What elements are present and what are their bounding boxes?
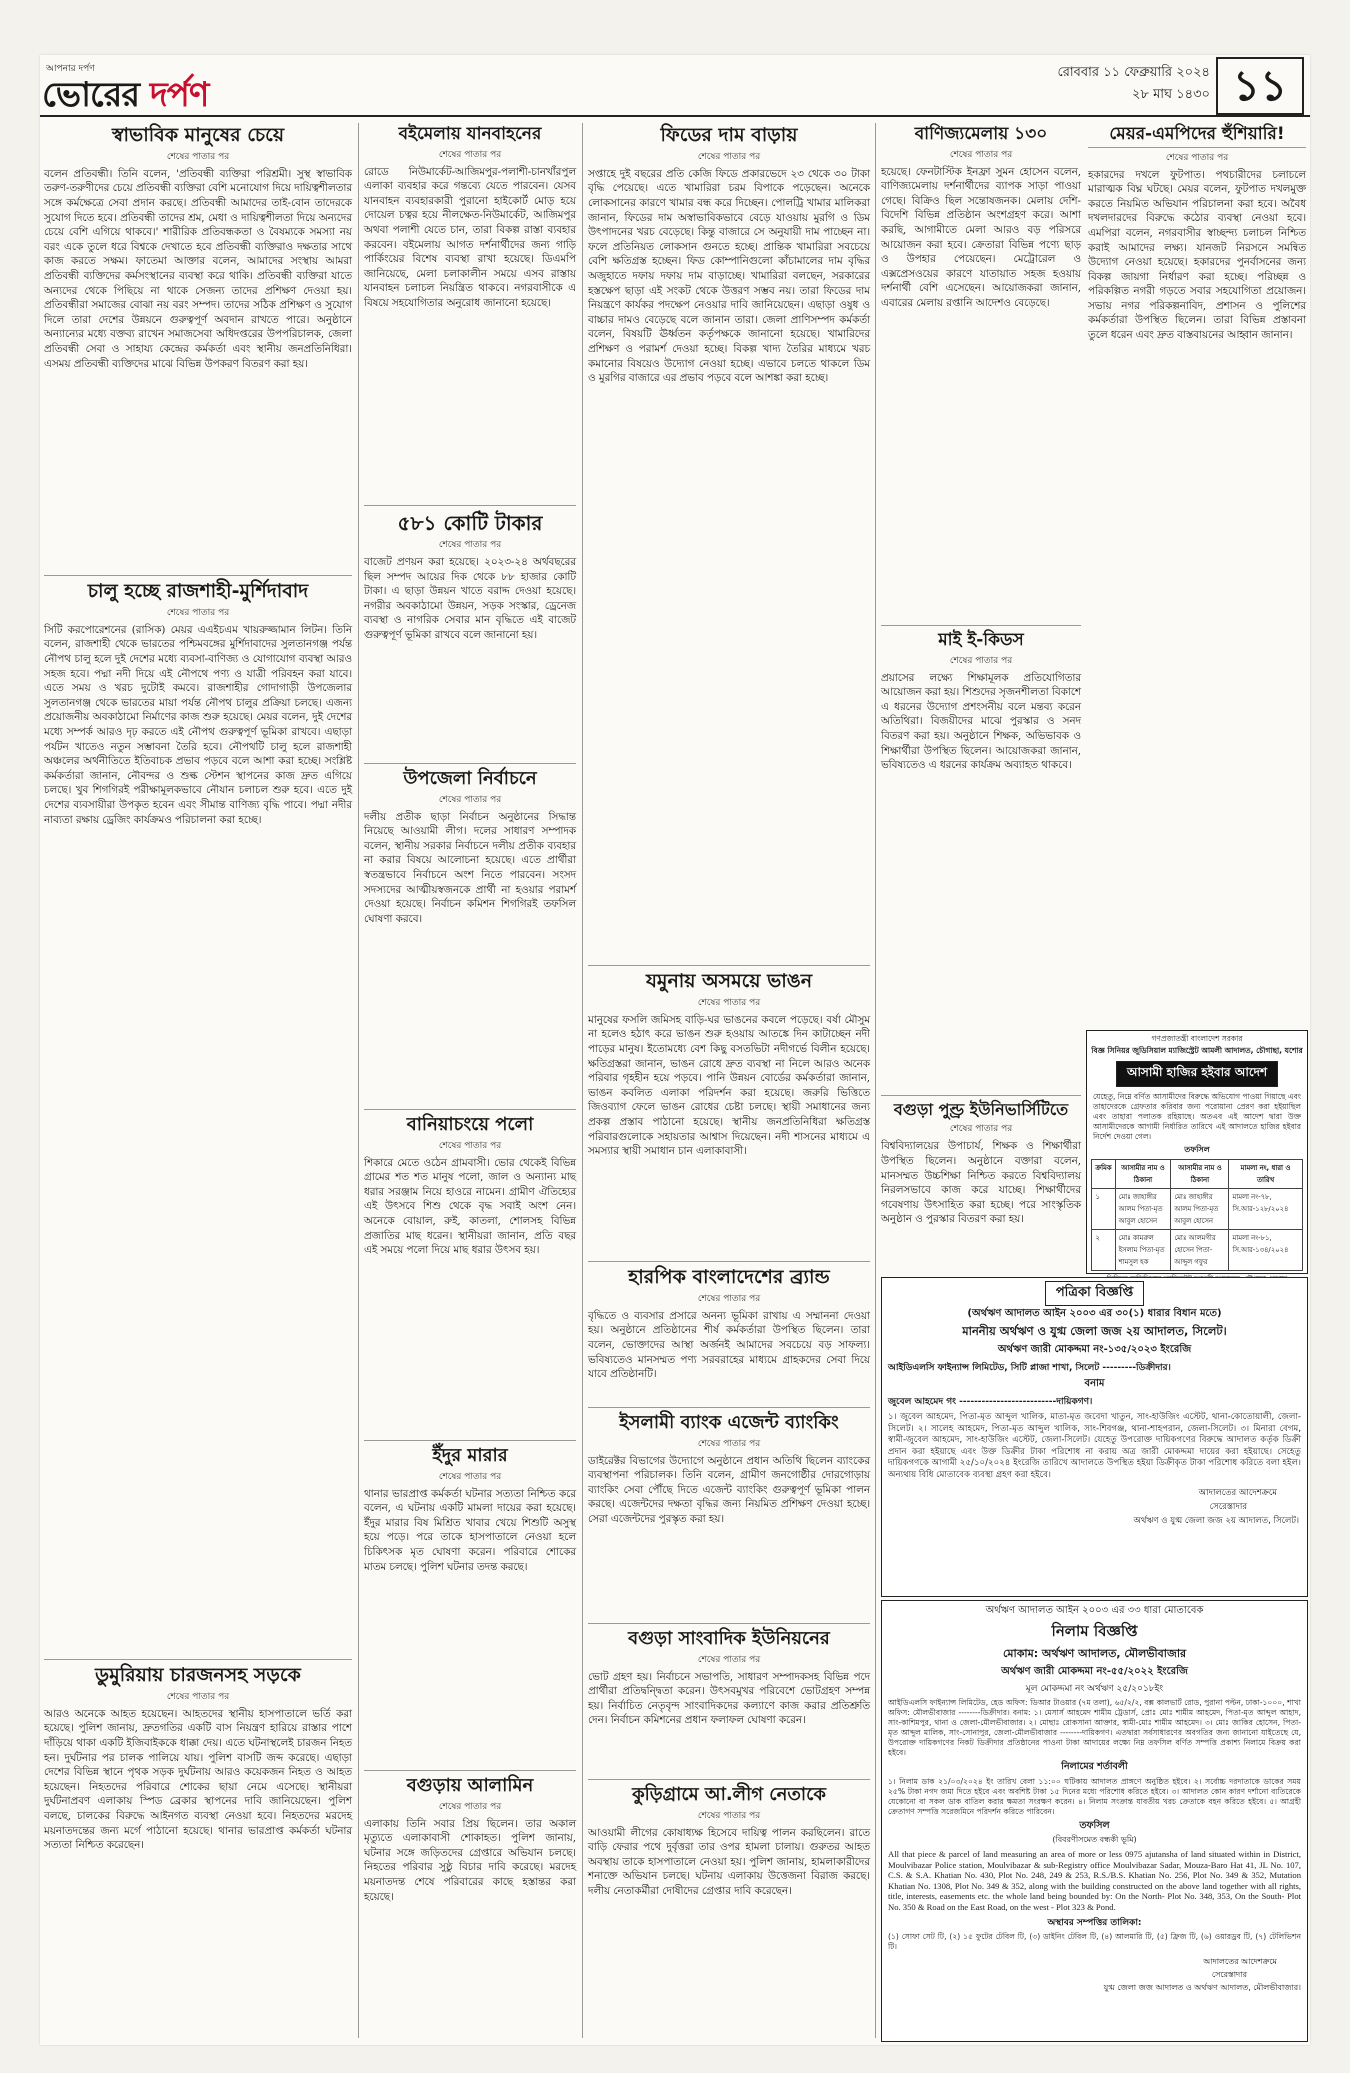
article-headline: বইমেলায় যানবাহনের <box>398 124 542 144</box>
article-body: সিটি করপোরেশনের (রাসিক) মেয়র এএইচএম খায়রুজ্জামান লিটন। তিনি বলেন, রাজশাহী থেকে ভারতের পশ্চিমবঙ্গের মুর্শিদাবাদের সুলতানগঞ্জ পর্যন্ত নৌপথ চালু হলে দুই দেশের মধ্যে ব্যবসা-বাণিজ্য ও যোগাযোগ ব্যবস্থা আরও সহজ হবে। পদ্মা নদী দিয়ে এই নৌপথে পণ্য ও যাত্রী পরিবহন করা যাবে। এতে সময় ও খরচ দুটোই কমবে। রাজশাহীর গোদাগাড়ী উপজেলার সুলতানগঞ্জ থেকে ভারতের মায়া পর্যন্ত নৌপথ চালুর প্রক্রিয়া চলছে। এজন্য প্রয়োজনীয় অবকাঠামো নির্মাণের কাজ শুরু হয়েছে। মেয়র বলেন, দুই দেশের মধ্যে সম্পর্ক আরও দৃঢ় করতে এই নৌপথ গুরুত্বপূর্ণ ভূমিকা রাখবে। এছাড়া পর্যটন খাতেও নতুন সম্ভাবনা তৈরি হবে। নৌপথটি চালু হলে রাজশাহী অঞ্চলের অর্থনীতিতে ইতিবাচক প্রভাব পড়বে বলে আশা করা হচ্ছে। সংশ্লিষ্ট কর্মকর্তারা জানান, নৌবন্দর ও শুল্ক স্টেশন স্থাপনের কাজ দ্রুত এগিয়ে চলছে। খুব শিগগিরই পরীক্ষামূলকভাবে নৌযান চলাচল শুরু হবে। এতে দুই দেশের ব্যবসায়ীরা উপকৃত হবেন এবং সীমান্ত বাণিজ্য বৃদ্ধি পাবে। পদ্মা নদীর নাব্যতা রক্ষায় ড্রেজিং কার্যক্রমও পরিচালনা করা হচ্ছে। <box>44 623 352 826</box>
article-jump: শেষের পাতার পর <box>949 149 1013 160</box>
article-headline: হারপিক বাংলাদেশের ব্র্যান্ড <box>628 1266 830 1288</box>
article-body: রোডে নিউমার্কেট-আজিমপুর-পলাশী-চানখাঁরপুল এলাকা ব্যবহার করে গন্তব্যে যেতে পারবেন। যেসব যানবাহন ব্যবহারকারী পুরানো হাইকোর্ট মোড় হয়ে দোয়েল চত্বর হয়ে নীলক্ষেত-নিউমার্কেট, আজিমপুর অথবা পলাশী যেতে চান, তারা বিকল্প রাস্তা ব্যবহার করবেন। বইমেলায় আগত দর্শনার্থীদের জন্য গাড়ি পার্কিংয়ের বিশেষ ব্যবস্থা রাখা হয়েছে। ডিএমপি জানিয়েছে, মেলা চলাকালীন সময়ে এসব রাস্তায় যানবাহন চলাচল নিয়ন্ত্রিত থাকবে। নগরবাসীকে এ বিষয়ে সহযোগিতার অনুরোধ জানানো হয়েছে। <box>364 165 576 309</box>
article-jump: শেষের পাতার পর <box>438 1801 502 1812</box>
article-body: ডাইরেক্টর বিভাগের উদ্যোগে অনুষ্ঠানে প্রধান অতিথি ছিলেন ব্যাংকের ব্যবস্থাপনা পরিচালক। তিনি বলেন, গ্রামীণ জনগোষ্ঠীর দোরগোড়ায় ব্যাংকিং সেবা পৌঁছে দিতে এজেন্ট ব্যাংকিং গুরুত্বপূর্ণ ভূমিকা পালন করছে। এজেন্টদের দক্ষতা বৃদ্ধির জন্য নিয়মিত প্রশিক্ষণ দেওয়া হচ্ছে। সেরা এজেন্টদের পুরস্কৃত করা হয়। <box>588 1454 870 1526</box>
article-headline: মাই ই-কিডস <box>938 630 1024 650</box>
article-body: আরও অনেকে আহত হয়েছেন। আহতদের স্থানীয় হাসপাতালে ভর্তি করা হয়েছে। পুলিশ জানায়, দ্রুতগতির একটি বাস নিয়ন্ত্রণ হারিয়ে রাস্তার পাশে দাঁড়িয়ে থাকা একটি ইজিবাইককে ধাক্কা দেয়। এতে ঘটনাস্থলেই চারজন নিহত হন। দুর্ঘটনার পর চালক পালিয়ে যায়। পুলিশ বাসটি জব্দ করেছে। এছাড়া দেশের বিভিন্ন স্থানে পৃথক সড়ক দুর্ঘটনায় আরও কয়েকজন নিহত ও আহত হয়েছেন। নিহতদের পরিবারে শোকের ছায়া নেমে এসেছে। স্থানীয়রা দুর্ঘটনাপ্রবণ এলাকায় স্পিড ব্রেকার স্থাপনের দাবি জানিয়েছেন। পুলিশ বলছে, চালকের বিরুদ্ধে আইনগত ব্যবস্থা নেওয়া হবে। নিহতদের মরদেহ ময়নাতদন্তের জন্য মর্গে পাঠানো হয়েছে। থানার ভারপ্রাপ্ত কর্মকর্তা ঘটনার সত্যতা নিশ্চিত করেছেন। <box>44 1707 352 1852</box>
article-mayor-mp <box>1088 123 1306 1023</box>
article-body: দলীয় প্রতীক ছাড়া নির্বাচন অনুষ্ঠানের সিদ্ধান্ত নিয়েছে আওয়ামী লীগ। দলের সাধারণ সম্পাদক বলেন, স্থানীয় সরকার নির্বাচনে দলীয় প্রতীক ব্যবহার না করার বিষয়ে আলোচনা হয়েছে। এতে প্রার্থীরা স্বতন্ত্রভাবে নির্বাচনে অংশ নিতে পারবেন। সংসদ সদস্যদের আত্মীয়স্বজনকে প্রার্থী না হওয়ার পরামর্শ দেওয়া হয়েছে। নির্বাচন কমিশন শিগগিরই তফসিল ঘোষণা করবে। <box>364 810 576 925</box>
article-body: মানুষের ফসলি জমিসহ বাড়ি-ঘর ভাঙনের কবলে পড়েছে। বর্ষা মৌসুম না হলেও হঠাৎ করে ভাঙন শুরু হওয়ায় আতঙ্কে দিন কাটাচ্ছেন নদী পাড়ের মানুষ। ইতোমধ্যে বেশ কিছু বসতভিটা নদীগর্ভে বিলীন হয়েছে। ক্ষতিগ্রস্তরা জানান, ভাঙন রোধে দ্রুত ব্যবস্থা না নিলে আরও অনেক পরিবার গৃহহীন হয়ে পড়বে। পানি উন্নয়ন বোর্ডের কর্মকর্তারা জানান, ভাঙন কবলিত এলাকা পরিদর্শন করা হয়েছে। জরুরি ভিত্তিতে জিওব্যাগ ফেলে ভাঙন রোধের চেষ্টা চলছে। স্থায়ী সমাধানের জন্য প্রকল্প প্রস্তাব পাঠানো হয়েছে। স্থানীয় জনপ্রতিনিধিরা ক্ষতিগ্রস্ত পরিবারগুলোকে সহায়তার আশ্বাস দিয়েছেন। নদী শাসনের মাধ্যমে এ সমস্যার স্থায়ী সমাধান চান এলাকাবাসী। <box>588 1013 870 1158</box>
article-jump: শেষের পাতার পর <box>1165 152 1229 163</box>
article-jump: শেষের পাতার পর <box>438 540 502 550</box>
article-jump: শেষের পাতার পর <box>697 997 761 1008</box>
article-bogura-alamin <box>364 1774 576 2039</box>
article-jump: শেষের পাতার পর <box>697 1293 761 1304</box>
ad-court-order <box>1086 1030 1308 1274</box>
article-baniachong <box>364 1113 576 1433</box>
article-jump: শেষের পাতার পর <box>949 1124 1013 1135</box>
article-body: সপ্তাহে দুই বছরের প্রতি কেজি ফিডে প্রকারভেদে ২৩ থেকে ৩০ টাকা বৃদ্ধি পেয়েছে। এতে খামারিরা চরম বিপাকে পড়েছেন। অনেকে লোকসানের কারণে খামার বন্ধ করে দিচ্ছেন। পোলট্রি খামার মালিকরা জানান, ফিডের দাম অস্বাভাবিকভাবে বেড়ে যাওয়ায় মুরগি ও ডিম উৎপাদনের খরচ বেড়েছে। কিন্তু বাজারে সে অনুযায়ী দাম পাচ্ছেন না। ফলে প্রতিনিয়ত লোকসান গুনতে হচ্ছে। প্রান্তিক খামারিরা সবচেয়ে বেশি ক্ষতিগ্রস্ত হচ্ছেন। ফিড কোম্পানিগুলো কাঁচামালের দাম বৃদ্ধির অজুহাতে দফায় দফায় দাম বাড়াচ্ছে। খামারিরা বলছেন, সরকারের হস্তক্ষেপ ছাড়া এই সংকট থেকে উত্তরণ সম্ভব নয়। তারা ফিডের দাম নিয়ন্ত্রণে কার্যকর পদক্ষেপ নেওয়ার দাবি জানিয়েছেন। এছাড়া ওষুধ ও বাচ্চার দামও বেড়েছে বলে জানান তারা। জেলা প্রাণিসম্পদ কর্মকর্তা বলেন, বিষয়টি ঊর্ধ্বতন কর্তৃপক্ষকে জানানো হয়েছে। খামারিদের প্রশিক্ষণ ও পরামর্শ দেওয়া হচ্ছে। বিকল্প খাদ্য তৈরির মাধ্যমে খরচ কমানোর বিষয়েও উদ্যোগ নেওয়া হচ্ছে। এভাবে চলতে থাকলে ডিম ও মুরগির বাজারে এর প্রভাব পড়বে বলে আশঙ্কা করা হচ্ছে। <box>588 167 870 385</box>
article-body: আওয়ামী লীগের কোষাধ্যক্ষ হিসেবে দায়িত্ব পালন করছিলেন। রাতে বাড়ি ফেরার পথে দুর্বৃত্তরা তার ওপর হামলা চালায়। গুরুতর আহত অবস্থায় তাকে হাসপাতালে নেওয়া হয়। পুলিশ জানায়, হামলাকারীদের শনাক্তে অভিযান চলছে। ঘটনায় এলাকায় উত্তেজনা বিরাজ করছে। দলীয় নেতাকর্মীরা দোষীদের গ্রেপ্তার দাবি করেছেন। <box>588 1826 870 1898</box>
article-body: প্রয়াসের লক্ষ্যে শিক্ষামূলক প্রতিযোগিতার আয়োজন করা হয়। শিশুদের সৃজনশীলতা বিকাশে এ ধরনের উদ্যোগ প্রশংসনীয় বলে মন্তব্য করেন অতিথিরা। বিজয়ীদের মাঝে পুরস্কার ও সনদ বিতরণ করা হয়। অনুষ্ঠানে শিক্ষক, অভিভাবক ও শিক্ষার্থীরা উপস্থিত ছিলেন। আয়োজকরা জানান, ভবিষ্যতেও এ ধরনের কার্যক্রম অব্যাহত থাকবে। <box>881 671 1081 772</box>
article-body: বিশ্ববিদ্যালয়ের উপাচার্য, শিক্ষক ও শিক্ষার্থীরা উপস্থিত ছিলেন। অনুষ্ঠানে বক্তারা বলেন, মানসম্মত উচ্চশিক্ষা নিশ্চিত করতে বিশ্ববিদ্যালয় নিরলসভাবে কাজ করে যাচ্ছে। শিক্ষার্থীদের গবেষণায় উৎসাহিত করা হচ্ছে। পরে সাংস্কৃতিক অনুষ্ঠান ও পুরস্কার বিতরণ করা হয়। <box>881 1140 1081 1226</box>
article-islami-bank <box>588 1411 870 1621</box>
article-headline: বানিয়াচংয়ে পলো <box>406 1114 534 1135</box>
ad-title: পত্রিকা বিজ্ঞপ্তি <box>1045 1281 1144 1306</box>
article-headline: মেয়র-এমপিদের হুঁশিয়ারি! <box>1088 125 1306 148</box>
ad-line3: অর্থঋণ জারী মোকদ্দমা নং-৫৫/২০২২ ইংরেজি <box>1001 1666 1188 1677</box>
article-jump: শেষের পাতার পর <box>438 149 502 160</box>
ad-title: আসামী হাজির হইবার আদেশ <box>1116 1061 1278 1087</box>
ad-sign2: সেরেস্তাদার <box>1211 1969 1247 1979</box>
ad-sign1: আদালতের আদেশক্রমে <box>1203 1956 1277 1966</box>
article-headline: বাণিজ্যমেলায় ১৩০ <box>914 124 1048 144</box>
article-headline: ইসলামী ব্যাংক এজেন্ট ব্যাংকিং <box>619 1412 839 1433</box>
ad-sign2: সেরেস্তাদার <box>1209 1501 1247 1512</box>
newspaper-logo: ভোরের দর্পণ <box>42 75 209 115</box>
ad-text: ১। জুবেল আহমেদ, পিতা-মৃত আব্দুল খালিক, মাতা-মৃত জবেদা খাতুন, সাং-হাউজিং এস্টেট, থানা-কোতোয়ালী, জেলা-সিলেট। ২। সালেহ আহমেদ, পিতা-মৃত আব্দুল খালিক, সাং-শিবগঞ্জ, থানা-শাহপরান, জেলা-সিলেট। ৩। মিনারা বেগম, স্বামী-জুবেল আহমেদ, সাং-হাউজিং এস্টেট, জেলা-সিলেট। যেহেতু উপরোক্ত দায়িকগণের বিরুদ্ধে আদালত কর্তৃক ডিক্রী প্রদান করা হইয়াছে এবং উক্ত ডিক্রীর টাকা পরিশোধ না করায় অত্র জারী মোকদ্দমা দায়ের করা হইয়াছে। সেহেতু দায়িকগণকে আগামী ২৫/১০/২০২৪ ইংরেজি তারিখে আদালতে উপস্থিত হইয়া ডিক্রীকৃত টাকা পরিশোধ করিতে বলা হইল। অন্যথায় বিধি মোতাবেক ব্যবস্থা গ্রহণ করা হইবে। <box>888 1412 1301 1480</box>
ad-table-title: তফসিল <box>1184 1145 1210 1154</box>
article-boimela <box>364 123 576 503</box>
article-jump: শেষের পাতার পর <box>166 607 230 618</box>
ad-line4: মূল মোকদ্দমা নং অর্থঋণ ২৫/২০১৮ইং <box>1025 1684 1164 1694</box>
date-bangla: ২৮ মাঘ ১৪৩০ <box>1132 87 1210 102</box>
masthead <box>40 55 1310 117</box>
ad-movable-title: অস্থাবর সম্পত্তির তালিকা: <box>1047 1917 1142 1928</box>
article-jump: শেষের পাতার পর <box>166 1691 230 1702</box>
ad-header: গণপ্রজাতন্ত্রী বাংলাদেশ সরকার <box>1151 1034 1243 1043</box>
article-jump: শেষের পাতার পর <box>166 151 230 162</box>
ad-text: যেহেতু, নিম্নে বর্ণিত আসামীদের বিরুদ্ধে অভিযোগ পাওয়া গিয়াছে এবং তাহাদেরকে গ্রেফতার করিবার জন্য পরোয়ানা প্রেরণ করা হইয়াছিল এবং তাহারা পলাতক রহিয়াছে। অতএব এই আদেশ দ্বারা উক্ত আসামীদেরকে আগামী নির্ধারিত তারিখে এই আদালতে হাজির হইবার নির্দেশ দেওয়া গেল। <box>1093 1092 1301 1141</box>
ad-newspaper-notice <box>881 1277 1308 1597</box>
article-jump: শেষের পাতার পর <box>438 1140 502 1151</box>
article-feed-price <box>588 123 870 963</box>
article-body: শিকারে মেতে ওঠেন গ্রামবাসী। ভোর থেকেই বিভিন্ন গ্রামের শত শত মানুষ পলো, জাল ও অন্যান্য মাছ ধরার সরঞ্জাম নিয়ে হাওরে নামেন। গ্রামীণ ঐতিহ্যের এই উৎসবে শিশু থেকে বৃদ্ধ সবাই অংশ নেন। অনেকে বোয়াল, রুই, কাতলা, শোলসহ বিভিন্ন প্রজাতির মাছ ধরেন। স্থানীয়রা জানান, প্রতি বছর এই সময়ে পলো দিয়ে মাছ ধরার উৎসব হয়। <box>364 1156 576 1257</box>
ad-line1: (অর্থঋণ আদালত আইন ২০০৩ এর ৩০(১) ধারার বিধান মতে) <box>967 1308 1222 1319</box>
article-headline: ফিডের দাম বাড়ায় <box>660 124 798 146</box>
article-kurigram <box>588 1783 870 2038</box>
ad-schedule-english: All that piece & parcel of land measuring an area of more or less 0975 ajutansha of land situated within in District, Moulvibazar Police station, Moulvibazar & sub-Registry office Moulvibazar Sadar, Mouza-Baro Hat 41, JL No. 107, C.S. & S.A. Khatian No. 430, Plot No. 248, 249 & 253, R.S./B.S. Khatian No. 256, Plot No. 349 & 352, Mutation Khatian No. 1308, Plot No. 349 & 352, along with the building constructed on the above land together with all rights, title, interests, easements etc. the whole land being bounded by: On the North- Plot No. 348, 353, On the South- Plot No. 350 & Road on the East Road, on the west - Plot 323 & Pond. <box>888 1849 1301 1912</box>
article-581-crore <box>364 510 576 760</box>
page-number: ১১ <box>1216 57 1304 115</box>
newspaper-page <box>40 55 1310 2045</box>
article-headline: বগুড়া পুণ্ড্র ইউনিভার্সিটিতে <box>893 1100 1069 1119</box>
article-jump: শেষের পাতার পর <box>949 655 1013 666</box>
ad-movable: (১) সোফা সেট টি, (২) ১৫ ফুটের টেবিল টি, (৩) ডাইনিং টেবিল টি, (৪) আলমারি টি, (৫) ফ্রিজ টি, (৬) ওয়ারড্রব টি, (৭) টেলিভিশন টি। <box>888 1931 1301 1951</box>
article-headline: বগুড়ায় আলামিন <box>406 1775 534 1796</box>
article-body: থানার ভারপ্রাপ্ত কর্মকর্তা ঘটনার সত্যতা নিশ্চিত করে বলেন, এ ঘটনায় একটি মামলা দায়ের করা হয়েছে। ইঁদুর মারার বিষ মিশ্রিত খাবার খেয়ে শিশুটি অসুস্থ হয়ে পড়ে। পরে তাকে হাসপাতালে নেওয়া হলে চিকিৎসক মৃত ঘোষণা করেন। পরিবারে শোকের মাতম চলছে। পুলিশ ঘটনার তদন্ত করছে। <box>364 1487 576 1573</box>
ad-sign1: আদালতের আদেশক্রমে <box>1198 1487 1277 1498</box>
article-headline: ডুমুরিয়ায় চারজনসহ সড়কে <box>95 1664 301 1686</box>
ad-schedule-title: তফসিল <box>1079 1820 1110 1831</box>
article-body: বৃদ্ধিতে ও ব্যবসার প্রসারে অনন্য ভূমিকা রাখায় এ সম্মাননা দেওয়া হয়। অনুষ্ঠানে প্রতিষ্ঠানের শীর্ষ কর্মকর্তারা উপস্থিত ছিলেন। তারা বলেন, ভোক্তাদের আস্থা অর্জনই আমাদের সবচেয়ে বড় সাফল্য। ভবিষ্যতেও মানসম্মত পণ্য সরবরাহের মাধ্যমে গ্রাহকদের সেবা দিয়ে যাবে প্রতিষ্ঠানটি। <box>588 1309 870 1381</box>
article-body: হয়েছে। ফেনটাস্টিক ইনফ্রা সুমন হোসেন বলেন, বাণিজ্যমেলায় দর্শনার্থীদের ব্যাপক সাড়া পাওয়া গেছে। বিক্রিও ছিল সন্তোষজনক। মেলায় দেশি-বিদেশি বিভিন্ন প্রতিষ্ঠান অংশগ্রহণ করে। আশা করছি, আগামীতে মেলা আরও বড় পরিসরে আয়োজন করা হবে। ক্রেতারা বিভিন্ন পণ্যে ছাড় ও উপহার পেয়েছেন। মেট্রোরেল ও এক্সপ্রেসওয়ের কারণে যাতায়াত সহজ হওয়ায় দর্শনার্থী বেশি এসেছেন। আয়োজকরা জানান, এবারের মেলায় রপ্তানি আদেশও বেড়েছে। <box>881 165 1081 309</box>
ad-schedule-sub: (বিবরণীসমেত বন্ধকী ভূমি) <box>1052 1835 1137 1844</box>
article-body: এলাকায় তিনি সবার প্রিয় ছিলেন। তার অকাল মৃত্যুতে এলাকাবাসী শোকাহত। পুলিশ জানায়, ঘটনার সঙ্গে জড়িতদের গ্রেপ্তারে অভিযান চলছে। নিহতের পরিবার সুষ্ঠু বিচার দাবি করেছে। মরদেহ ময়নাতদন্ত শেষে পরিবারের কাছে হস্তান্তর করা হয়েছে। <box>364 1817 576 1903</box>
ad-text: আইডিএলসি ফাইন্যান্স লিমিটেড, হেড অফিস: ডিআর টাওয়ার (৭ম তলা), ৬৫/২/২, বক্স কালভার্ট রোড, পুরানা পল্টন, ঢাকা-১০০০, শাখা অফিস: মৌলভীবাজার --------ডিক্রীদার। বনাম: ১। মেসার্স আহমেদ শামীম ট্রেডার্স, প্রোঃ মোঃ শামীম আহমেদ, পিতা-মৃত আব্দুল আহাদ, সাং-কাশিমপুর, থানা ও জেলা-মৌলভীবাজার। ২। মোছাঃ রোকসানা আক্তার, স্বামী-মোঃ শামীম আহমেদ। ৩। মোঃ জাকির হোসেন, পিতা-মৃত আব্দুল মালিক, সাং-সোনাপুর, জেলা-মৌলভীবাজার --------দায়িকগণ। এতদ্বারা সর্বসাধারণের অবগতির জন্য জানানো যাইতেছে যে, উপরোক্ত দায়িকগণের নিকট ডিক্রীদার প্রতিষ্ঠানের পাওনা টাকা আদায়ের লক্ষ্যে নিম্ন তফসিল বর্ণিত সম্পত্তি প্রকাশ্য নিলামে বিক্রয় করা হইবে। <box>888 1698 1301 1757</box>
article-body: হকারদের দখলে ফুটপাত। পথচারীদের চলাচলে মারাত্মক বিঘ্ন ঘটছে। মেয়র বলেন, ফুটপাত দখলমুক্ত করতে নিয়মিত অভিযান পরিচালনা করা হবে। অবৈধ দখলদারদের বিরুদ্ধে কঠোর ব্যবস্থা নেওয়া হবে। এমপিরা বলেন, নগরবাসীর স্বাচ্ছন্দ্য চলাচল নিশ্চিত করাই আমাদের লক্ষ্য। যানজট নিরসনে সমন্বিত উদ্যোগ নেওয়া হয়েছে। হকারদের পুনর্বাসনের জন্য বিকল্প জায়গা নির্ধারণ করা হচ্ছে। পরিচ্ছন্ন ও পরিকল্পিত নগরী গড়তে সবার সহযোগিতা প্রয়োজন। সভায় নগর পরিকল্পনাবিদ, প্রশাসন ও পুলিশের কর্মকর্তারা উপস্থিত ছিলেন। তারা বিভিন্ন প্রস্তাবনা তুলে ধরেন এবং দ্রুত বাস্তবায়নের আহ্বান জানান। <box>1088 168 1306 342</box>
article-headline: কুড়িগ্রামে আ.লীগ নেতাকে <box>632 1784 826 1805</box>
ad-line1: অর্থঋণ আদালত আইন ২০০৩ এর ৩৩ ধারা মোতাবেক <box>985 1605 1204 1616</box>
date-english: রোববার ১১ ফেব্রুয়ারি ২০২৪ <box>1057 65 1210 80</box>
article-jump: শেষের পাতার পর <box>697 1438 761 1449</box>
article-headline: যমুনায় অসময়ে ভাঙন <box>645 970 813 992</box>
ad-title: নিলাম বিজ্ঞপ্তি <box>1051 1622 1138 1640</box>
article-dumuria <box>44 1663 352 2038</box>
ad-line2: মোকাম: অর্থঋণ আদালত, মৌলভীবাজার <box>1002 1647 1187 1660</box>
article-jump: শেষের পাতার পর <box>438 794 502 805</box>
article-jamuna <box>588 969 870 1259</box>
article-harpic <box>588 1265 870 1405</box>
ad-rules: ১। নিলাম ডাক ২১/০৩/২০২৪ ইং তারিখ বেলা ১১:০০ ঘটিকায় আদালত প্রাঙ্গণে অনুষ্ঠিত হইবে। ২। সর্বোচ্চ দরদাতাকে ডাকের সময় ২৫% টাকা নগদ জমা দিতে হইবে এবং অবশিষ্ট টাকা ১৫ দিনের মধ্যে পরিশোধ করিতে হইবে। ৩। আদালত কোন কারণ দর্শানো ব্যতিরেকে যেকোনো বা সকল ডাক বাতিল করার ক্ষমতা সংরক্ষণ করেন। ৪। নিলাম সংক্রান্ত যাবতীয় খরচ ক্রেতাকে বহন করিতে হইবে। ৫। আগ্রহী ক্রেতাগণ সম্পত্তি সরেজমিনে পরিদর্শন করিতে পারিবেন। <box>888 1777 1301 1816</box>
article-headline: উপজেলা নির্বাচনে <box>403 768 537 789</box>
article-jump: শেষের পাতার পর <box>697 1654 761 1665</box>
article-body: বাজেট প্রণয়ন করা হয়েছে। ২০২৩-২৪ অর্থবছরের ছিল সম্পদ আয়ের দিক থেকে ৮৮ হাজার কোটি টাকা। এ ছাড়া উন্নয়ন খাতে বরাদ্দ দেওয়া হয়েছে। নগরীর অবকাঠামো উন্নয়ন, সড়ক সংস্কার, ড্রেনেজ ব্যবস্থা ও নাগরিক সেবার মান বৃদ্ধিতে এই বাজেট গুরুত্বপূর্ণ ভূমিকা রাখবে বলে জানানো হয়। <box>364 556 576 641</box>
ad-party2: জুবেল আহমেদ গং --------------------------দায়িকগণ। <box>888 1397 1093 1407</box>
article-headline: স্বাভাবিক মানুষের চেয়ে <box>111 124 285 146</box>
masthead-tagline: আপনার দর্পণ <box>46 64 95 74</box>
ad-party1: আইডিএলসি ফাইন্যান্স লিমিটেড, সিটি প্লাজা শাখা, সিলেট ---------ডিক্রীদার। <box>888 1363 1171 1373</box>
article-body: বলেন প্রতিবন্ধী। তিনি বলেন, 'প্রতিবন্ধী ব্যক্তিরা পরিশ্রমী। সুস্থ স্বাভাবিক তরুণ-তরুণীদের চেয়ে প্রতিবন্ধী ব্যক্তিরা বেশি মনোযোগ দিয়ে দায়িত্বশীলতার সঙ্গে কর্মক্ষেত্রে সেবা প্রদান করছে। প্রতিবন্ধী আমাদের তাই-বোন তাদেরকে সুযোগ দিতে হবে। প্রতিবন্ধী তাদের শ্রম, মেধা ও দায়িত্বশীলতা দিয়ে অন্যদের চেয়ে বেশি এগিয়ে থাকবে।' শারীরিক প্রতিবন্ধকতা ও বৈষম্যকে সমস্যা নয় বরং একে তুলে ধরে বিশ্বকে দেখাতে হবে প্রতিবন্ধী ব্যক্তিরাও দক্ষতার সাথে কাজ করতে সক্ষম। ফাতেমা আক্তার বলেন, আমাদের সংস্থায় আমরা প্রতিবন্ধী ব্যক্তিদের কর্মসংস্থানের ব্যবস্থা করে থাকি। প্রতিবন্ধী ব্যক্তিরা যাতে অন্যদের থেকে পিছিয়ে না থাকে সেজন্য তাদের প্রশিক্ষণ দেওয়া হয়। প্রতিবন্ধীরা সমাজের বোঝা নয় বরং সম্পদ। তাদের সঠিক প্রশিক্ষণ ও সুযোগ দিলে তারা দেশের উন্নয়নে গুরুত্বপূর্ণ অবদান রাখতে পারে। অনুষ্ঠানে অন্যান্যের মধ্যে বক্তব্য রাখেন সমাজসেবা অধিদপ্তরের উপপরিচালক, জেলা প্রতিবন্ধী সেবা ও সাহায্য কেন্দ্রের কর্মকর্তা এবং স্থানীয় জনপ্রতিনিধিরা। এসময় প্রতিবন্ধী ব্যক্তিদের মাঝে বিভিন্ন উপকরণ বিতরণ করা হয়। <box>44 167 352 370</box>
ad-subheader: বিজ্ঞ সিনিয়র জুডিসিয়াল ম্যাজিস্ট্রেট আমলী আদালত, চৌগাছা, যশোর <box>1091 1046 1303 1055</box>
ad-line2: মাননীয় অর্থঋণ ও যুগ্ম জেলা জজ ২য় আদালত, সিলেট। <box>962 1324 1227 1338</box>
article-rajshahi-murshidabad <box>44 579 352 1569</box>
ad-line3: অর্থঋণ জারী মোকদ্দমা নং-১৩৫/২০২৩ ইংরেজি <box>997 1344 1192 1355</box>
article-headline: ৫৮১ কোটি টাকার <box>397 511 543 535</box>
article-jump: শেষের পাতার পর <box>697 151 761 162</box>
article-swabhabik <box>44 123 352 573</box>
article-jump: শেষের পাতার পর <box>438 1471 502 1482</box>
article-headline: বগুড়া সাংবাদিক ইউনিয়নের <box>628 1628 830 1649</box>
ad-sign3: অর্থঋণ ও যুগ্ম জেলা জজ ২য় আদালত, সিলেট। <box>1133 1515 1299 1526</box>
article-body: ভোট গ্রহণ হয়। নির্বাচনে সভাপতি, সাধারণ সম্পাদকসহ বিভিন্ন পদে প্রার্থীরা প্রতিদ্বন্দ্বিতা করেন। উৎসবমুখর পরিবেশে ভোটগ্রহণ সম্পন্ন হয়। নির্বাচিত নেতৃবৃন্দ সাংবাদিকদের কল্যাণে কাজ করার প্রতিশ্রুতি দেন। নির্বাচন কমিশনের প্রধান ফলাফল ঘোষণা করেন। <box>588 1670 870 1727</box>
article-upazila <box>364 767 576 1107</box>
article-bogura-journalist <box>588 1627 870 1777</box>
ad-rules-title: নিলামের শর্তাবলী <box>1061 1761 1128 1772</box>
article-jump: শেষের পাতার পর <box>697 1810 761 1821</box>
ad-versus: বনাম <box>1084 1378 1105 1389</box>
article-banijya-mela <box>881 123 1081 623</box>
ad-sign3: যুগ্ম জেলা জজ আদালত ও অর্থঋণ আদালত, মৌলভীবাজার। <box>1103 1982 1301 1992</box>
ad-auction-notice <box>881 1600 1308 2042</box>
article-my-ekids <box>881 629 1081 1029</box>
ad-schedule-table: ক্রমিক আসামীর নাম ও ঠিকানা আসামীর নাম ও ঠিকানা মামলা নং, ধারা ও তারিখ ১ মোঃ জাহাঙ্গীর আলম পিতা-মৃত আবুল হোসেন মোঃ জাহাঙ্গীর আলম পিতা-মৃত আবুল হোসেন মামলা নং-৭৮, সি.আর-১২৮/২০২৪ ২ মোঃ কামরুল ইসলাম পিতা-মৃত শামসুল হক মোঃ আলমগীর হোসেন পিতা-আব্দুল গফুর মামলা নং-৮১, সি.আর-১৩৪/২০২৪ <box>1091 1159 1302 1271</box>
article-headline: ইঁদুর মারার <box>432 1445 508 1466</box>
article-headline: চালু হচ্ছে রাজশাহী-মুর্শিদাবাদ <box>87 580 309 602</box>
article-indur <box>364 1444 576 1764</box>
